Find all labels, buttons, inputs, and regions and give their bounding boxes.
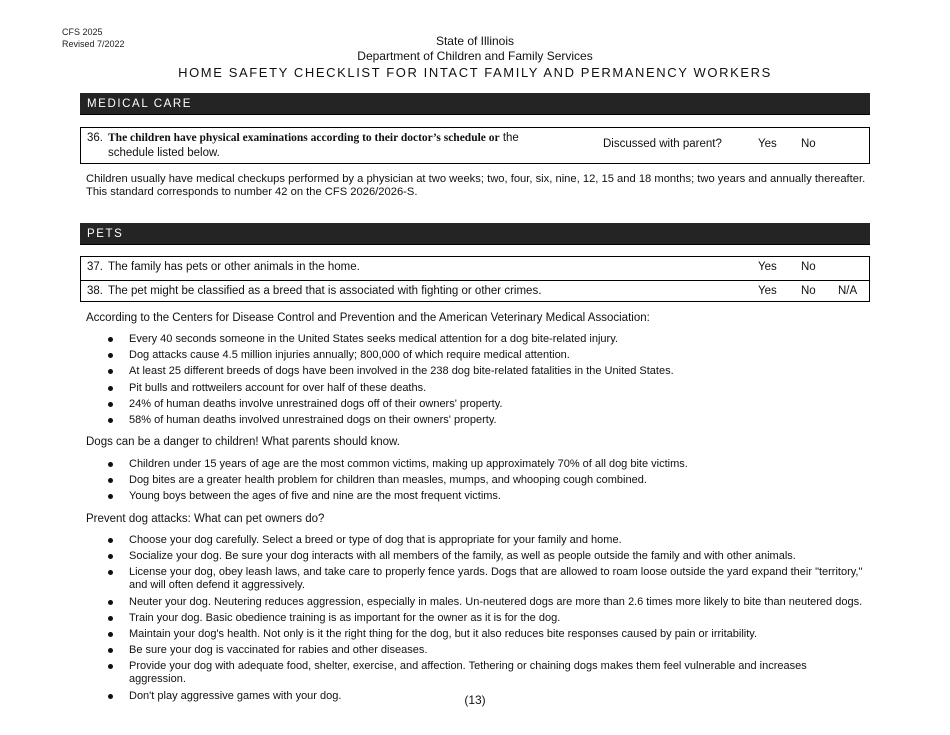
question-number: 37. <box>87 261 103 273</box>
list-item: Provide your dog with adequate food, shelter, exercise, and affection. Tethering or chaining dogs makes them feel vulnerable and increases aggression. <box>86 660 866 686</box>
yes-option[interactable]: Yes <box>758 285 777 297</box>
prevent-list <box>86 534 866 706</box>
list-item: Maintain your dog's health. Not only is it the right thing for the dog, but it also reduces bite responses caused by pain or irritability. <box>86 628 866 641</box>
yes-option[interactable]: Yes <box>758 138 777 150</box>
question-text-line2: schedule listed below. <box>108 147 220 159</box>
danger-intro: Dogs can be a danger to children! What parents should know. <box>86 436 400 448</box>
form-revised: Revised 7/2022 <box>62 39 125 49</box>
question-text: The pet might be classified as a breed that is associated with fighting or other crimes. <box>108 285 542 297</box>
list-item: Neuter your dog. Neutering reduces aggression, especially in males. Un-neutered dogs are more than 2.6 times more likely to bite than neutered dogs. <box>86 596 866 609</box>
form-number: CFS 2025 <box>62 27 103 37</box>
no-option[interactable]: No <box>801 261 816 273</box>
list-item: 24% of human deaths involve unrestrained dogs off of their owners' property. <box>86 398 866 411</box>
question-text: The family has pets or other animals in the home. <box>108 261 360 273</box>
yes-option[interactable]: Yes <box>758 261 777 273</box>
list-item: Children under 15 years of age are the most common victims, making up approximately 70% of all dog bite victims. <box>86 458 866 471</box>
list-item: Every 40 seconds someone in the United States seeks medical attention for a dog bite-related injury. <box>86 333 866 346</box>
list-item: Don't play aggressive games with your dog. <box>86 690 866 703</box>
header-state: State of Illinois <box>435 34 515 48</box>
discussed-label: Discussed with parent? <box>603 138 722 150</box>
question-number: 38. <box>87 285 103 297</box>
list-item: License your dog, obey leash laws, and take care to properly fence yards. Dogs that are allowed to roam loose outside the yard expand their "territory," and will often defend it aggressively. <box>86 566 866 592</box>
cdc-list <box>86 333 866 430</box>
question-number: 36. <box>87 132 103 144</box>
list-item: Pit bulls and rottweilers account for over half of these deaths. <box>86 382 866 395</box>
list-item: At least 25 different breeds of dogs have been involved in the 238 dog bite-related fatalities in the United States. <box>86 365 866 378</box>
na-option[interactable]: N/A <box>838 285 858 297</box>
question-text-bold: The children have physical examinations according to their doctor’s schedule or <box>108 132 500 144</box>
cdc-intro: According to the Centers for Disease Control and Prevention and the American Veterinary Medical Association: <box>86 312 650 324</box>
prevent-intro: Prevent dog attacks: What can pet owners do? <box>86 513 325 525</box>
question-text-rest: the <box>499 132 519 144</box>
page-number: (13) <box>464 693 486 707</box>
question-36 <box>80 127 870 164</box>
header-department: Department of Children and Family Services <box>357 49 593 63</box>
list-item: Choose your dog carefully. Select a breed or type of dog that is appropriate for your family and home. <box>86 534 866 547</box>
section-header-pets: PETS <box>80 223 870 245</box>
list-item: 58% of human deaths involved unrestrained dogs on their owners' property. <box>86 414 866 427</box>
question-38 <box>81 280 869 304</box>
section-header-medical: MEDICAL CARE <box>80 93 870 115</box>
list-item: Young boys between the ages of five and nine are the most frequent victims. <box>86 490 866 503</box>
list-item: Dog bites are a greater health problem for children than measles, mumps, and whooping cough combined. <box>86 474 866 487</box>
medical-note: Children usually have medical checkups performed by a physician at two weeks; two, four, six, nine, 12, 15 and 18 months; two years and annually thereafter. This standard corresponds to number 42 on the CFS 2026/2026-S. <box>86 173 866 198</box>
page-title: HOME SAFETY CHECKLIST FOR INTACT FAMILY AND PERMANENCY WORKERS <box>178 65 772 80</box>
list-item: Be sure your dog is vaccinated for rabies and other diseases. <box>86 644 866 657</box>
danger-list <box>86 458 866 507</box>
no-option[interactable]: No <box>801 285 816 297</box>
question-37 <box>81 257 869 280</box>
list-item: Dog attacks cause 4.5 million injuries annually; 800,000 of which require medical attention. <box>86 349 866 362</box>
list-item: Train your dog. Basic obedience training is as important for the owner as it is for the dog. <box>86 612 866 625</box>
pets-questions <box>80 256 870 302</box>
no-option[interactable]: No <box>801 138 816 150</box>
list-item: Socialize your dog. Be sure your dog interacts with all members of the family, as well as people outside the family and with other animals. <box>86 550 866 563</box>
